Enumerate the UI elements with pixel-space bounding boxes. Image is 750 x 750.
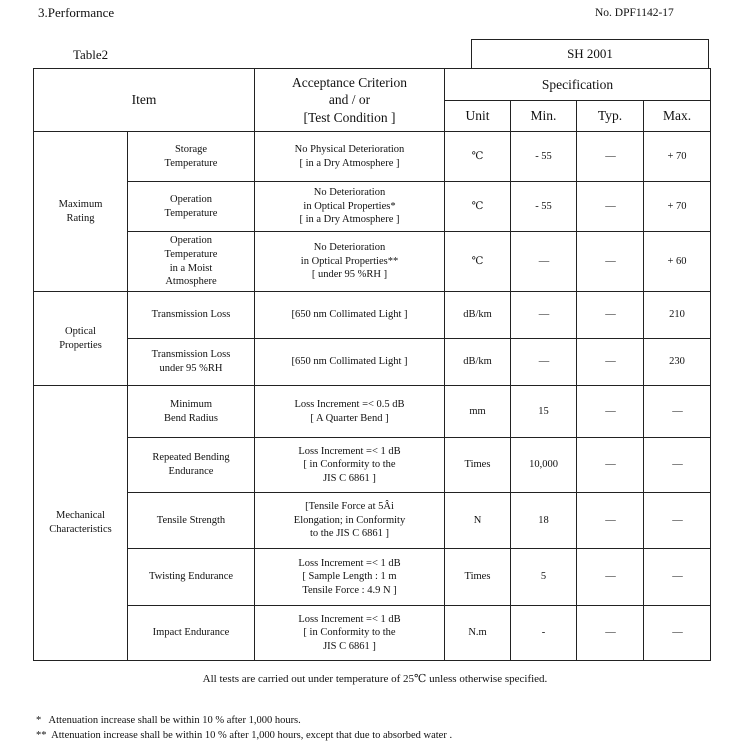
criterion-cell: Loss Increment =< 1 dB [ Sample Length : 1 m Tensile Force : 4.9 N ] (255, 549, 445, 606)
unit-cell: Times (445, 438, 511, 493)
typ-cell: — (577, 549, 644, 606)
unit-cell: Times (445, 549, 511, 606)
table-row (34, 549, 711, 606)
unit-cell: mm (445, 386, 511, 438)
unit-header: Unit (445, 101, 511, 132)
max-cell: — (644, 493, 711, 549)
model-name: SH 2001 (567, 46, 613, 61)
item-cell: Minimum Bend Radius (128, 386, 255, 438)
criterion-cell: Loss Increment =< 0.5 dB [ A Quarter Bend ] (255, 386, 445, 438)
max-cell: — (644, 606, 711, 661)
group-name-cell: Mechanical Characteristics (34, 386, 128, 661)
item-cell: Tensile Strength (128, 493, 255, 549)
table-row (34, 606, 711, 661)
max-header: Max. (644, 101, 711, 132)
unit-cell: ℃ (445, 182, 511, 232)
min-cell: 15 (511, 386, 577, 438)
table-row (34, 493, 711, 549)
typ-cell: — (577, 132, 644, 182)
document-number: No. DPF1142-17 (595, 7, 674, 19)
typ-cell: — (577, 493, 644, 549)
typ-header: Typ. (577, 101, 644, 132)
item-cell: Transmission Loss (128, 292, 255, 339)
max-cell: + 70 (644, 182, 711, 232)
item-cell: Operation Temperature in a Moist Atmosphere (128, 232, 255, 292)
table-row (34, 182, 711, 232)
max-cell: 210 (644, 292, 711, 339)
table-row (34, 339, 711, 386)
max-cell: — (644, 549, 711, 606)
footnote-double-asterisk: ** Attenuation increase shall be within 10 % after 1,000 hours, except that due to absorbed water . (36, 730, 453, 741)
item-cell: Twisting Endurance (128, 549, 255, 606)
header-row (34, 69, 711, 101)
unit-cell: ℃ (445, 132, 511, 182)
item-cell: Transmission Loss under 95 %RH (128, 339, 255, 386)
item-cell: Repeated Bending Endurance (128, 438, 255, 493)
min-cell: 5 (511, 549, 577, 606)
min-cell: 18 (511, 493, 577, 549)
typ-cell: — (577, 606, 644, 661)
min-cell: — (511, 339, 577, 386)
table-label: Table2 (73, 47, 109, 62)
criterion-cell: No Physical Deterioration [ in a Dry Atmosphere ] (255, 132, 445, 182)
max-cell: — (644, 386, 711, 438)
typ-cell: — (577, 339, 644, 386)
table-row (34, 132, 711, 182)
test-conditions-note: All tests are carried out under temperature of 25℃ unless otherwise specified. (202, 673, 548, 685)
section-title: 3.Performance (38, 5, 115, 20)
unit-cell: N.m (445, 606, 511, 661)
min-cell: — (511, 232, 577, 292)
criterion-cell: [650 nm Collimated Light ] (255, 339, 445, 386)
max-cell: + 70 (644, 132, 711, 182)
group-name-cell: Maximum Rating (34, 132, 128, 292)
model-name-box (471, 39, 709, 69)
criterion-header: Acceptance Criterion and / or [Test Condition ] (255, 69, 445, 132)
typ-cell: — (577, 232, 644, 292)
item-cell: Operation Temperature (128, 182, 255, 232)
typ-cell: — (577, 386, 644, 438)
min-cell: - (511, 606, 577, 661)
unit-cell: ℃ (445, 232, 511, 292)
footnote-single-asterisk: * Attenuation increase shall be within 10 % after 1,000 hours. (36, 715, 301, 726)
min-cell: - 55 (511, 182, 577, 232)
max-cell: 230 (644, 339, 711, 386)
typ-cell: — (577, 292, 644, 339)
specification-header: Specification (445, 69, 711, 101)
max-cell: + 60 (644, 232, 711, 292)
unit-cell: dB/km (445, 292, 511, 339)
item-cell: Storage Temperature (128, 132, 255, 182)
criterion-cell: Loss Increment =< 1 dB [ in Conformity to the JIS C 6861 ] (255, 606, 445, 661)
criterion-cell: No Deterioration in Optical Properties* [ in a Dry Atmosphere ] (255, 182, 445, 232)
min-cell: - 55 (511, 132, 577, 182)
min-header: Min. (511, 101, 577, 132)
item-header: Item (34, 69, 255, 132)
unit-cell: dB/km (445, 339, 511, 386)
criterion-cell: [Tensile Force at 5Âi Elongation; in Conformity to the JIS C 6861 ] (255, 493, 445, 549)
table-row (34, 386, 711, 438)
criterion-cell: [650 nm Collimated Light ] (255, 292, 445, 339)
min-cell: 10,000 (511, 438, 577, 493)
criterion-cell: No Deterioration in Optical Properties** [ under 95 %RH ] (255, 232, 445, 292)
max-cell: — (644, 438, 711, 493)
criterion-cell: Loss Increment =< 1 dB [ in Conformity to the JIS C 6861 ] (255, 438, 445, 493)
table-row (34, 232, 711, 292)
table-row (34, 292, 711, 339)
min-cell: — (511, 292, 577, 339)
performance-table (33, 68, 711, 661)
typ-cell: — (577, 438, 644, 493)
unit-cell: N (445, 493, 511, 549)
table-row (34, 438, 711, 493)
typ-cell: — (577, 182, 644, 232)
item-cell: Impact Endurance (128, 606, 255, 661)
group-name-cell: Optical Properties (34, 292, 128, 386)
